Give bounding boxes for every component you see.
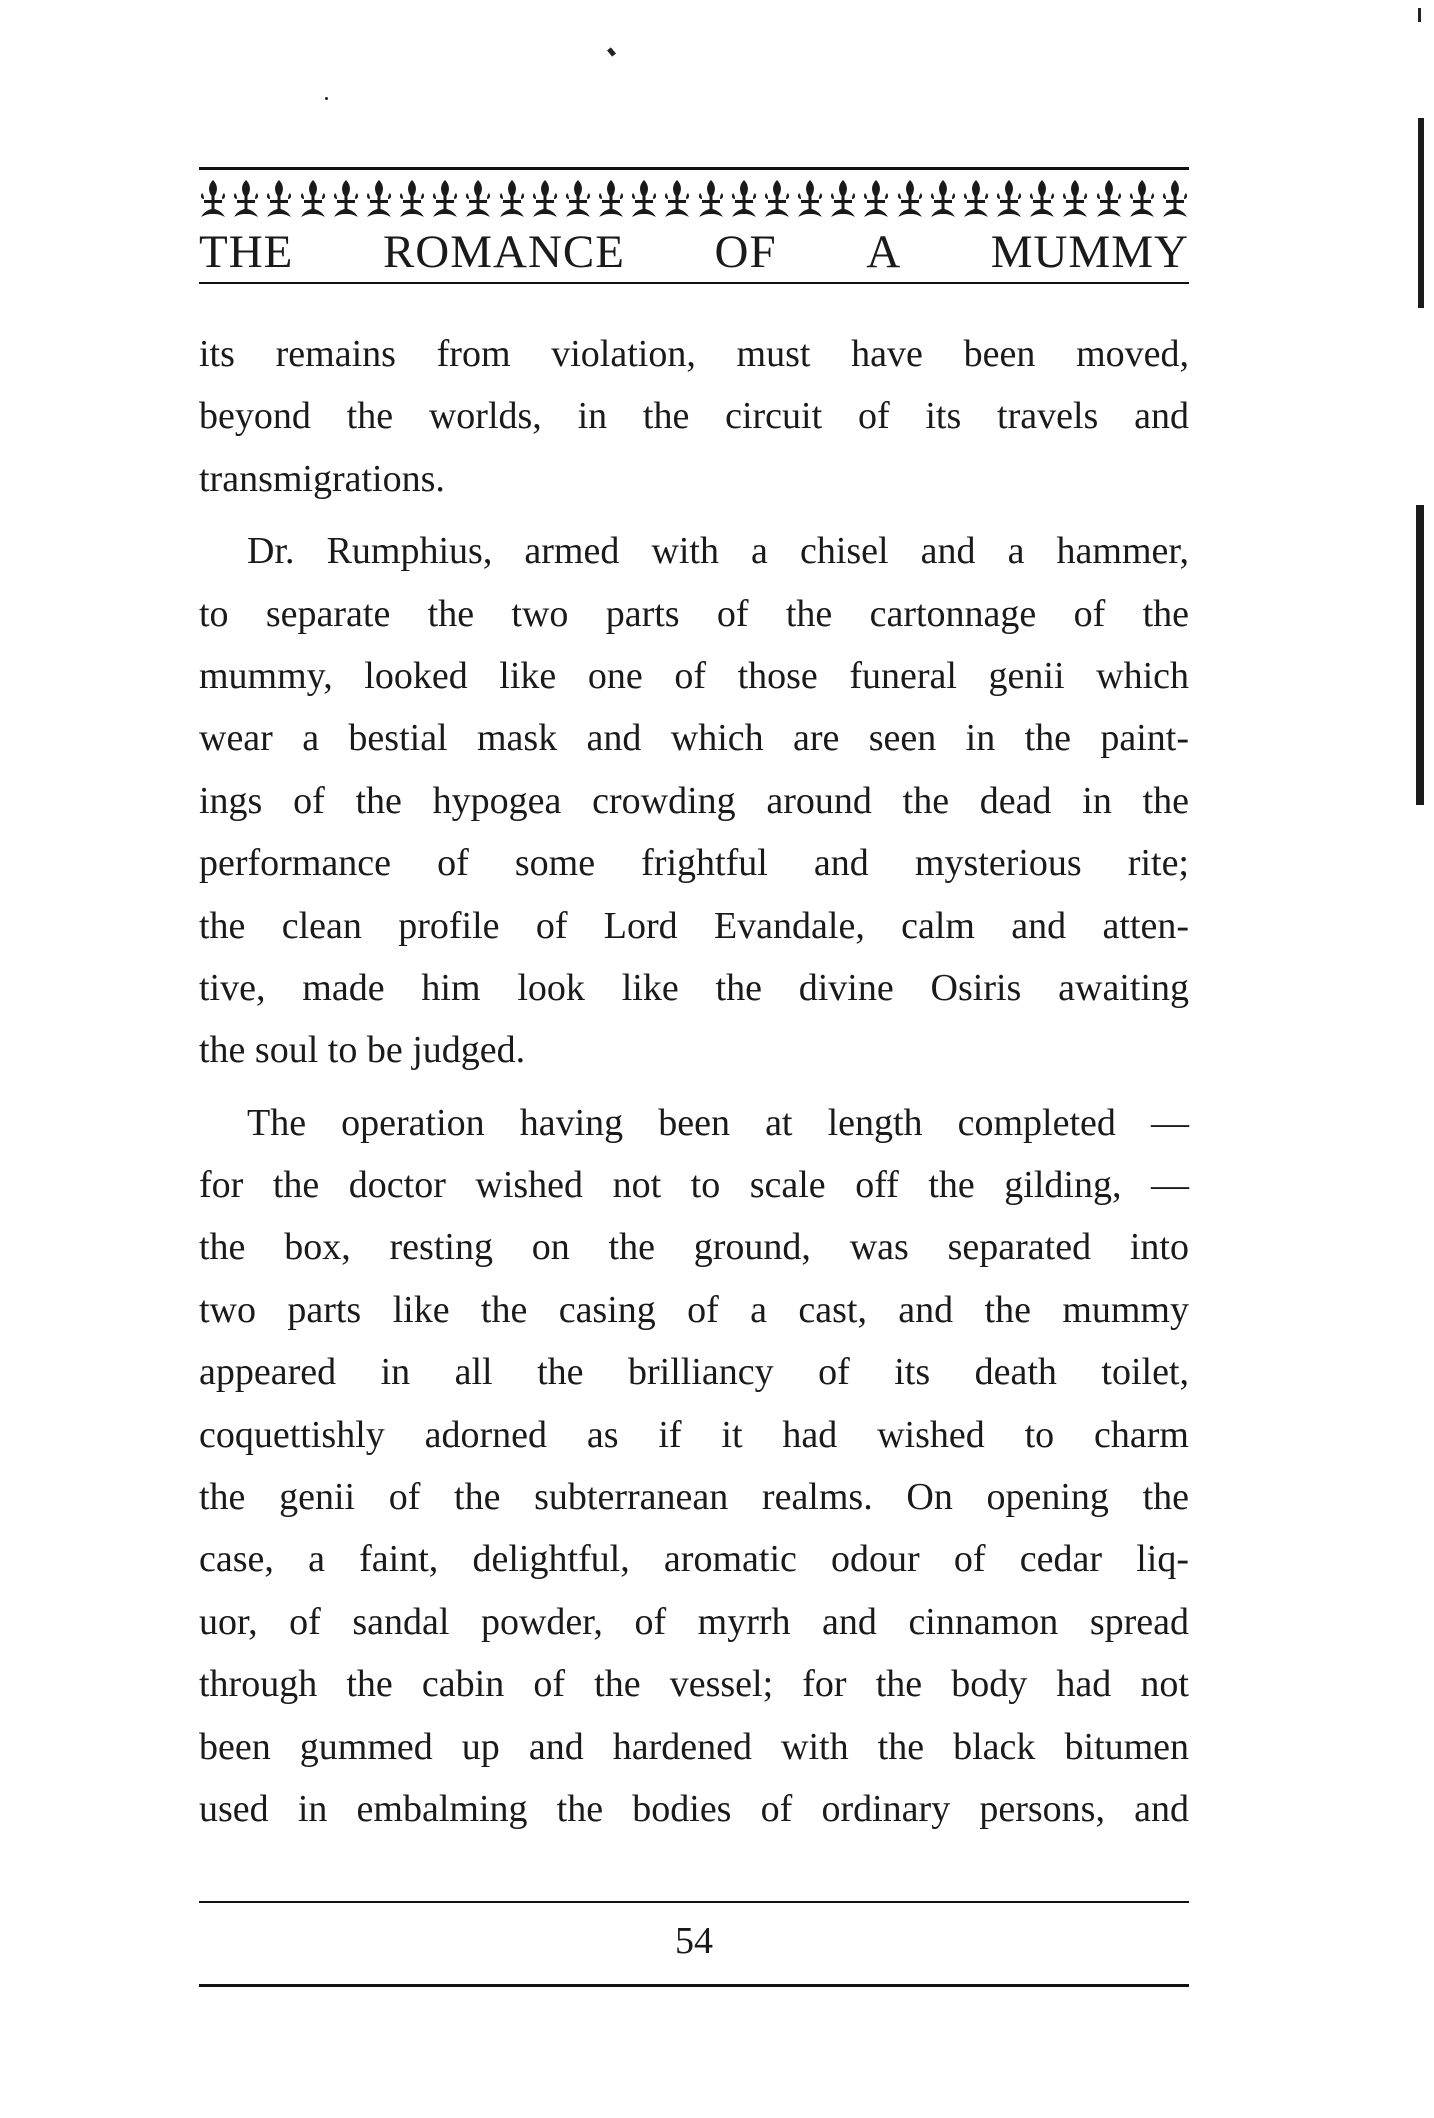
running-title-word: MUMMY [990,226,1189,278]
fleur-de-lis-ornament-icon [199,179,227,219]
text-line: the soul to be judged. [199,1029,526,1072]
running-title-word: ROMANCE [382,226,625,278]
fleur-de-lis-ornament-icon [1095,179,1123,219]
ornament-band [199,177,1189,219]
fleur-de-lis-ornament-icon [697,179,725,219]
text-line: Dr. Rumphius, armed with a chisel and a hammer, [247,530,1189,573]
fleur-de-lis-ornament-icon [995,179,1023,219]
text-line: been gummed up and hardened with the black bitumen [199,1725,1189,1768]
running-title-word: THE [199,226,294,278]
running-title-word: A [866,226,902,278]
fleur-de-lis-ornament-icon [630,179,658,219]
running-title-word: OF [714,226,777,278]
fleur-de-lis-ornament-icon [564,179,592,219]
page-number: 54 [675,1920,713,1962]
text-line: coquettishly adorned as if it had wished to charm [199,1413,1189,1456]
text-line: the box, resting on the ground, was separated into [199,1226,1189,1269]
fleur-de-lis-ornament-icon [398,179,426,219]
fleur-de-lis-ornament-icon [265,179,293,219]
fleur-de-lis-ornament-icon [597,179,625,219]
fleur-de-lis-ornament-icon [962,179,990,219]
fleur-de-lis-ornament-icon [1061,179,1089,219]
ink-dot [325,97,328,100]
text-line: used in embalming the bodies of ordinary persons, and [199,1787,1189,1830]
text-line: appeared in all the brilliancy of its death toilet, [199,1351,1189,1394]
text-line: the genii of the subterranean realms. On opening the [199,1476,1189,1519]
text-line: performance of some frightful and mysterious rite; [199,842,1189,885]
fleur-de-lis-ornament-icon [730,179,758,219]
binding-shadow [1416,505,1424,805]
fleur-de-lis-ornament-icon [531,179,559,219]
fleur-de-lis-ornament-icon [1128,179,1156,219]
text-line: two parts like the casing of a cast, and the mummy [199,1288,1189,1331]
footer-rule-bottom [199,1984,1189,1987]
binding-shadow [1418,118,1424,308]
text-line: ings of the hypogea crowding around the dead in the [199,779,1189,822]
text-line: for the doctor wished not to scale off the gilding, — [199,1164,1189,1207]
fleur-de-lis-ornament-icon [929,179,957,219]
text-line: its remains from violation, must have been moved, [199,333,1189,375]
text-line: the clean profile of Lord Evandale, calm and atten- [199,904,1189,947]
fleur-de-lis-ornament-icon [232,179,260,219]
fleur-de-lis-ornament-icon [763,179,791,219]
text-line: tive, made him look like the divine Osiris awaiting [199,966,1189,1009]
text-line: transmigrations. [199,457,445,500]
text-line: to separate the two parts of the cartonnage of the [199,592,1189,635]
fleur-de-lis-ornament-icon [498,179,526,219]
text-line: beyond the worlds, in the circuit of its travels and [199,395,1189,438]
text-line: through the cabin of the vessel; for the body had not [199,1663,1189,1706]
footer-rule-top [199,1901,1189,1903]
text-line: mummy, looked like one of those funeral genii which [199,654,1189,697]
fleur-de-lis-ornament-icon [829,179,857,219]
top-rule [199,167,1189,170]
text-line: wear a bestial mask and which are seen in the paint- [199,717,1189,760]
fleur-de-lis-ornament-icon [796,179,824,219]
ink-speck [607,47,616,56]
fleur-de-lis-ornament-icon [365,179,393,219]
header-rule [199,282,1189,284]
page [199,0,1189,2118]
fleur-de-lis-ornament-icon [332,179,360,219]
fleur-de-lis-ornament-icon [464,179,492,219]
fleur-de-lis-ornament-icon [431,179,459,219]
text-line: case, a faint, delightful, aromatic odour of cedar liq- [199,1538,1189,1581]
fleur-de-lis-ornament-icon [663,179,691,219]
fleur-de-lis-ornament-icon [1028,179,1056,219]
fleur-de-lis-ornament-icon [896,179,924,219]
text-line: uor, of sandal powder, of myrrh and cinnamon spread [199,1600,1189,1643]
ink-mark [1418,8,1421,22]
fleur-de-lis-ornament-icon [862,179,890,219]
body-text [199,323,1189,1840]
text-line: The operation having been at length completed — [247,1101,1189,1144]
fleur-de-lis-ornament-icon [1161,179,1189,219]
running-title [199,226,1189,278]
fleur-de-lis-ornament-icon [299,179,327,219]
